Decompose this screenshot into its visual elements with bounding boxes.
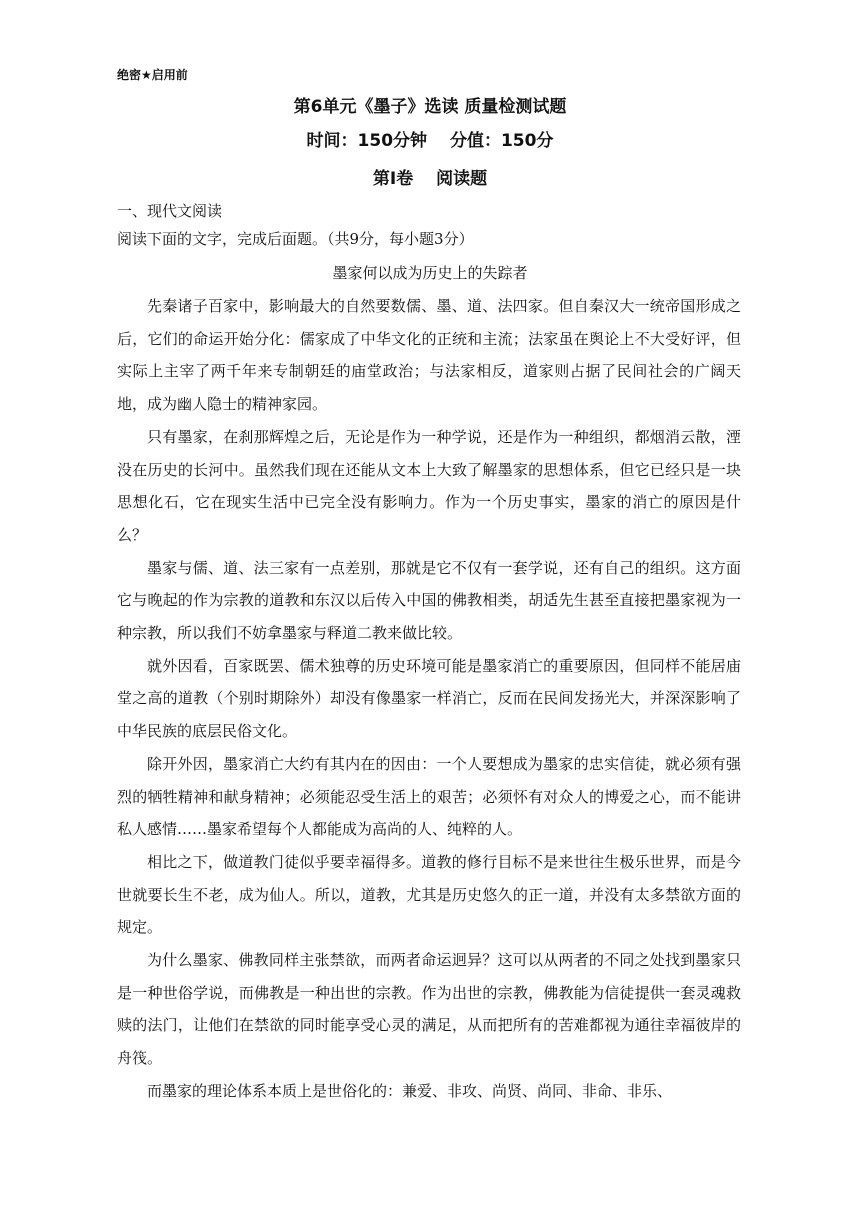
article-paragraph: 相比之下，做道教门徒似乎要幸福得多。道教的修行目标不是来世往生极乐世界，而是今世就要长生不老，成为仙人。所以，道教，尤其是历史悠久的正一道，并没有太多禁欲方面的规定。 — [117, 852, 741, 937]
article-paragraph: 墨家与儒、道、法三家有一点差别，那就是它不仅有一套学说，还有自己的组织。这方面它与晚起的作为宗教的道教和东汉以后传入中国的佛教相类，胡适先生甚至直接把墨家视为一种宗教，所以我们不妨拿墨家与释道二教来做比较。 — [117, 558, 741, 643]
confidential-label: 绝密★启用前 — [117, 68, 188, 82]
exam-title: 第6单元《墨子》选读 质量检测试题 — [293, 97, 567, 117]
article-paragraph: 只有墨家，在刹那辉煌之后，无论是作为一种学说，还是作为一种组织，都烟消云散，湮没在历史的长河中。虽然我们现在还能从文本上大致了解墨家的思想体系，但它已经只是一块思想化石，它在现实生活中已完全没有影响力。作为一个历史事实，墨家的消亡的原因是什么？ — [117, 427, 741, 544]
article-paragraph: 先秦诸子百家中，影响最大的自然要数儒、墨、道、法四家。但自秦汉大一统帝国形成之后，它们的命运开始分化：儒家成了中华文化的正统和主流；法家虽在舆论上不大受好评，但实际上主宰了两千年来专制朝廷的庙堂政治；与法家相反，道家则占据了民间社会的广阔天地，成为幽人隐士的精神家园。 — [117, 297, 741, 414]
article-body — [117, 290, 741, 1108]
article-title: 墨家何以成为历史上的失踪者 — [332, 264, 528, 282]
section-instruction: 阅读下面的文字，完成后面题。（共9分，每小题3分） — [117, 230, 474, 248]
article-paragraph: 就外因看，百家既罢、儒术独尊的历史环境可能是墨家消亡的重要原因，但同样不能居庙堂之高的道教（个别时期除外）却没有像墨家一样消亡，反而在民间发扬光大，并深深影响了中华民族的底层民俗文化。 — [117, 656, 741, 741]
section-heading: 一、现代文阅读 — [117, 202, 223, 220]
time-and-score: 时间：150分钟 分值：150分 — [306, 131, 554, 151]
article-paragraph: 而墨家的理论体系本质上是世俗化的：兼爱、非攻、尚贤、尚同、非命、非乐、 — [147, 1081, 673, 1100]
article-paragraph: 除开外因，墨家消亡大约有其内在的因由：一个人要想成为墨家的忠实信徒，就必须有强烈的牺牲精神和献身精神；必须能忍受生活上的艰苦；必须怀有对众人的博爱之心，而不能讲私人感情……墨家希望每个人都能成为高尚的人、纯粹的人。 — [117, 754, 741, 839]
volume-heading: 第Ⅰ卷 阅读题 — [372, 169, 488, 189]
article-paragraph: 为什么墨家、佛教同样主张禁欲，而两者命运迥异？这可以从两者的不同之处找到墨家只是一种世俗学说，而佛教是一种出世的宗教。作为出世的宗教，佛教能为信徒提供一套灵魂救赎的法门，让他们在禁欲的同时能享受心灵的满足，从而把所有的苦难都视为通往幸福彼岸的舟筏。 — [117, 951, 741, 1068]
